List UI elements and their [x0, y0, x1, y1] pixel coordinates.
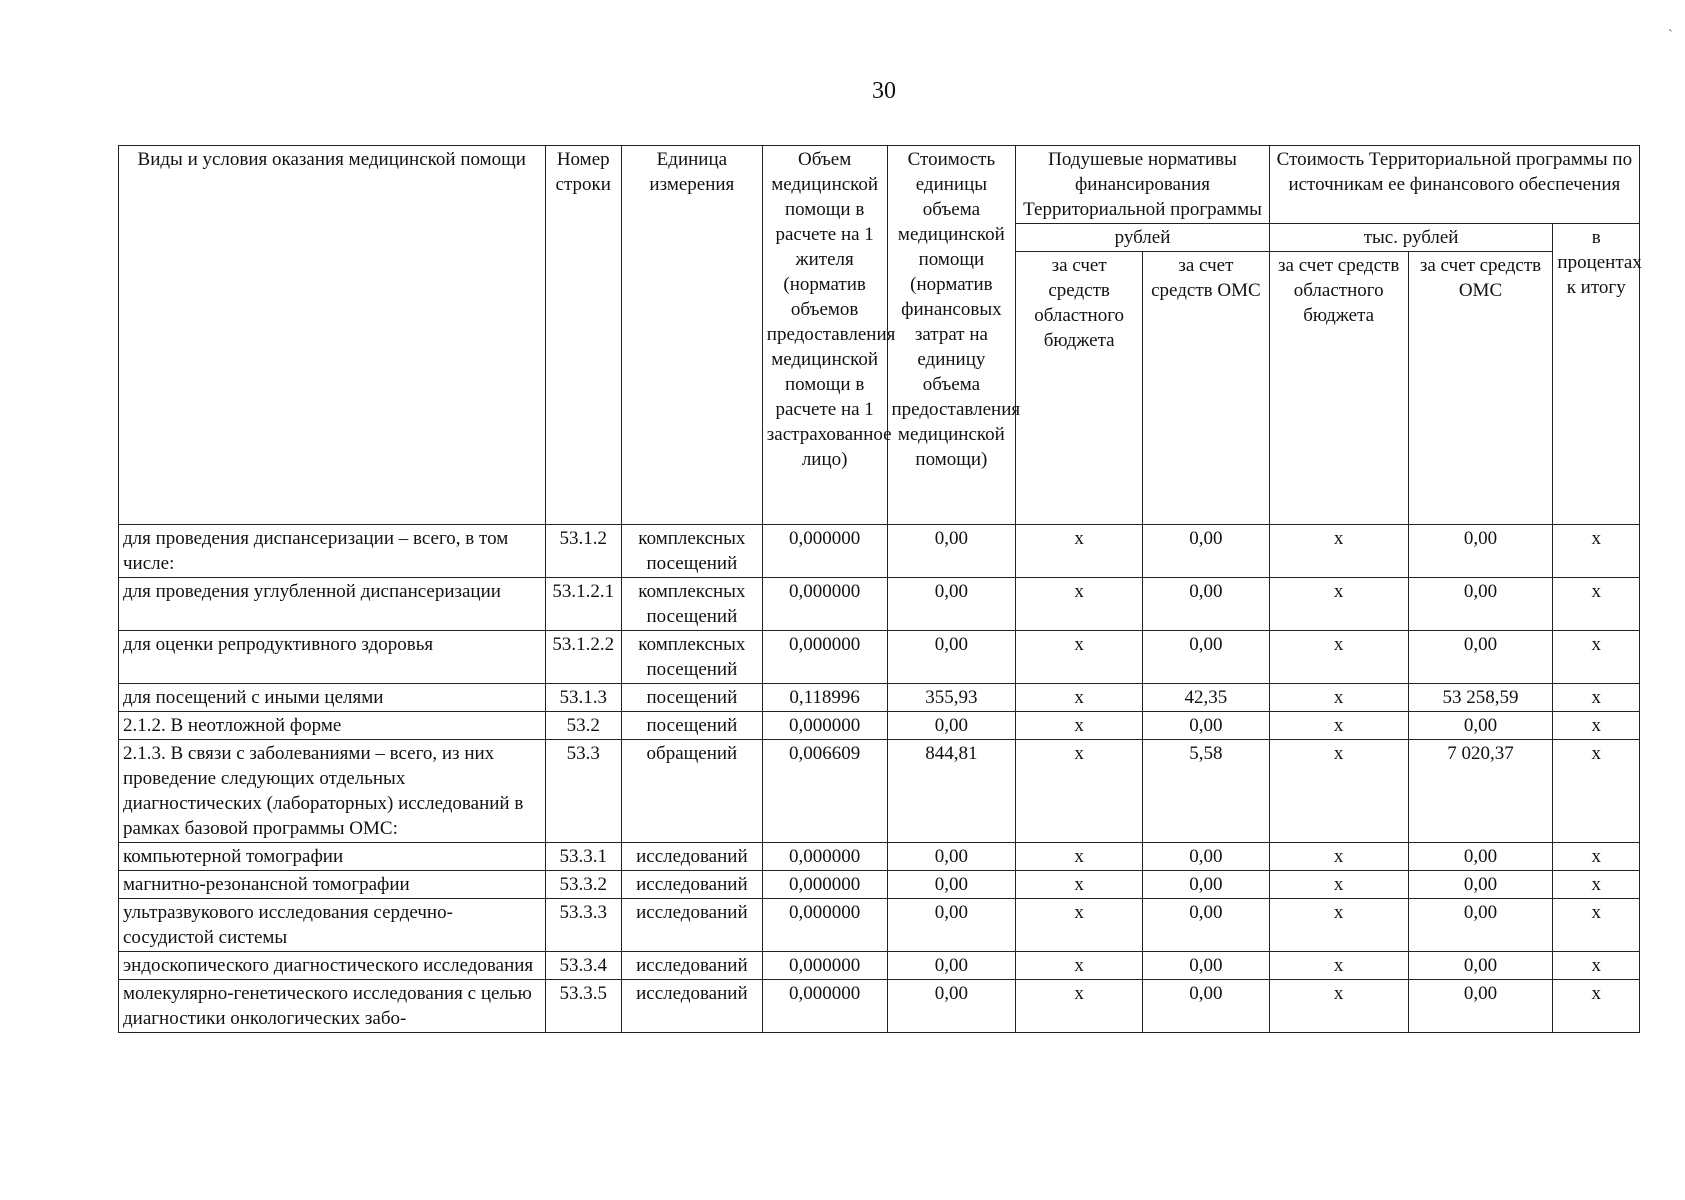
row-pc-budget: х — [1016, 740, 1143, 843]
table-row — [119, 740, 1640, 843]
row-pc-oms: 0,00 — [1143, 525, 1270, 578]
row-cost: 0,00 — [887, 631, 1016, 684]
row-cost-budget: х — [1269, 980, 1408, 1033]
row-percent: х — [1553, 684, 1640, 712]
row-percent: х — [1553, 843, 1640, 871]
corner-mark: ` — [1668, 28, 1673, 43]
table-row — [119, 980, 1640, 1033]
row-cost: 0,00 — [887, 712, 1016, 740]
row-percent: х — [1553, 712, 1640, 740]
row-number: 53.1.3 — [545, 684, 621, 712]
row-cost-oms: 0,00 — [1408, 631, 1553, 684]
row-unit: исследований — [621, 952, 762, 980]
row-unit: исследований — [621, 980, 762, 1033]
header-volume: Объем медицинской помощи в расчете на 1 жителя (норматив объемов предоставления медицинской помощи в расчете на 1 застрахованное лицо) — [762, 146, 887, 525]
row-volume: 0,006609 — [762, 740, 887, 843]
row-cost-oms: 53 258,59 — [1408, 684, 1553, 712]
row-pc-oms: 0,00 — [1143, 952, 1270, 980]
row-cost-oms: 7 020,37 — [1408, 740, 1553, 843]
header-row-1 — [119, 146, 1640, 224]
row-cost-oms: 0,00 — [1408, 712, 1553, 740]
row-pc-budget: х — [1016, 871, 1143, 899]
row-pc-oms: 0,00 — [1143, 578, 1270, 631]
header-rubles: рублей — [1016, 224, 1269, 252]
header-unit: Единица измерения — [621, 146, 762, 525]
financing-table — [118, 145, 1640, 1033]
row-cost: 355,93 — [887, 684, 1016, 712]
row-unit: комплексных посещений — [621, 578, 762, 631]
row-cost-oms: 0,00 — [1408, 952, 1553, 980]
row-pc-oms: 0,00 — [1143, 899, 1270, 952]
row-percent: х — [1553, 899, 1640, 952]
row-number: 53.1.2 — [545, 525, 621, 578]
row-percent: х — [1553, 871, 1640, 899]
row-name: для посещений с иными целями — [119, 684, 546, 712]
row-number: 53.1.2.2 — [545, 631, 621, 684]
row-name: для проведения углубленной диспансеризации — [119, 578, 546, 631]
row-cost-oms: 0,00 — [1408, 843, 1553, 871]
row-number: 53.3.3 — [545, 899, 621, 952]
header-thousand-rubles: тыс. рублей — [1269, 224, 1553, 252]
row-volume: 0,000000 — [762, 525, 887, 578]
row-cost: 0,00 — [887, 578, 1016, 631]
row-percent: х — [1553, 578, 1640, 631]
header-per-capita-group: Подушевые нормативы финансирования Территориальной программы — [1016, 146, 1269, 224]
row-cost-budget: х — [1269, 740, 1408, 843]
table-row — [119, 871, 1640, 899]
row-pc-oms: 0,00 — [1143, 843, 1270, 871]
row-cost-budget: х — [1269, 871, 1408, 899]
row-percent: х — [1553, 740, 1640, 843]
row-cost-budget: х — [1269, 843, 1408, 871]
row-cost-budget: х — [1269, 578, 1408, 631]
row-pc-budget: х — [1016, 631, 1143, 684]
row-cost: 0,00 — [887, 525, 1016, 578]
row-cost-oms: 0,00 — [1408, 980, 1553, 1033]
header-cost-budget: за счет средств областного бюджета — [1269, 252, 1408, 525]
row-volume: 0,000000 — [762, 578, 887, 631]
header-pc-budget: за счет средств областного бюджета — [1016, 252, 1143, 525]
table-row — [119, 952, 1640, 980]
row-cost-budget: х — [1269, 631, 1408, 684]
header-type: Виды и условия оказания медицинской помощи — [119, 146, 546, 525]
table-row — [119, 631, 1640, 684]
header-program-cost-group: Стоимость Территориальной программы по источникам ее финансового обеспечения — [1269, 146, 1639, 224]
row-pc-oms: 0,00 — [1143, 980, 1270, 1033]
row-unit: комплексных посещений — [621, 525, 762, 578]
row-pc-oms: 0,00 — [1143, 631, 1270, 684]
row-name: компьютерной томографии — [119, 843, 546, 871]
row-number: 53.1.2.1 — [545, 578, 621, 631]
row-pc-budget: х — [1016, 525, 1143, 578]
row-percent: х — [1553, 952, 1640, 980]
row-cost-budget: х — [1269, 899, 1408, 952]
header-pc-oms: за счет средств ОМС — [1143, 252, 1270, 525]
row-cost: 0,00 — [887, 980, 1016, 1033]
row-volume: 0,000000 — [762, 980, 887, 1033]
row-volume: 0,000000 — [762, 952, 887, 980]
row-name: магнитно-резонансной томографии — [119, 871, 546, 899]
row-percent: х — [1553, 525, 1640, 578]
row-number: 53.3.5 — [545, 980, 621, 1033]
row-volume: 0,000000 — [762, 871, 887, 899]
row-name: для оценки репродуктивного здоровья — [119, 631, 546, 684]
row-cost-budget: х — [1269, 525, 1408, 578]
row-percent: х — [1553, 980, 1640, 1033]
row-name: 2.1.3. В связи с заболеваниями – всего, из них проведение следующих отдельных диагностических (лабораторных) исследований в рамках базовой программы ОМС: — [119, 740, 546, 843]
row-unit: посещений — [621, 712, 762, 740]
row-pc-oms: 0,00 — [1143, 871, 1270, 899]
table-row — [119, 525, 1640, 578]
row-volume: 0,000000 — [762, 712, 887, 740]
row-cost: 0,00 — [887, 952, 1016, 980]
row-unit: посещений — [621, 684, 762, 712]
row-pc-budget: х — [1016, 578, 1143, 631]
row-volume: 0,118996 — [762, 684, 887, 712]
row-cost: 844,81 — [887, 740, 1016, 843]
table-row — [119, 578, 1640, 631]
row-pc-budget: х — [1016, 899, 1143, 952]
row-unit: исследований — [621, 899, 762, 952]
row-pc-oms: 5,58 — [1143, 740, 1270, 843]
row-number: 53.3.2 — [545, 871, 621, 899]
row-cost-oms: 0,00 — [1408, 899, 1553, 952]
table-row — [119, 843, 1640, 871]
row-name: для проведения диспансеризации – всего, в том числе: — [119, 525, 546, 578]
row-volume: 0,000000 — [762, 843, 887, 871]
header-cost: Стоимость единицы объема медицинской помощи (норматив финансовых затрат на единицу объема предоставления медицинской помощи) — [887, 146, 1016, 525]
row-cost-oms: 0,00 — [1408, 525, 1553, 578]
row-pc-oms: 42,35 — [1143, 684, 1270, 712]
header-cost-oms: за счет средств ОМС — [1408, 252, 1553, 525]
row-cost-budget: х — [1269, 712, 1408, 740]
row-unit: комплексных посещений — [621, 631, 762, 684]
row-pc-budget: х — [1016, 712, 1143, 740]
row-cost-oms: 0,00 — [1408, 871, 1553, 899]
row-number: 53.3.1 — [545, 843, 621, 871]
row-cost-budget: х — [1269, 684, 1408, 712]
row-volume: 0,000000 — [762, 631, 887, 684]
row-name: эндоскопического диагностического исследования — [119, 952, 546, 980]
table-row — [119, 899, 1640, 952]
header-percent: в процентах к итогу — [1553, 224, 1640, 525]
row-pc-budget: х — [1016, 952, 1143, 980]
row-number: 53.3 — [545, 740, 621, 843]
row-unit: обращений — [621, 740, 762, 843]
row-cost-budget: х — [1269, 952, 1408, 980]
row-cost: 0,00 — [887, 871, 1016, 899]
row-pc-budget: х — [1016, 843, 1143, 871]
table-row — [119, 712, 1640, 740]
row-unit: исследований — [621, 843, 762, 871]
row-name: ультразвукового исследования сердечно-сосудистой системы — [119, 899, 546, 952]
row-percent: х — [1553, 631, 1640, 684]
row-number: 53.3.4 — [545, 952, 621, 980]
row-name: молекулярно-генетического исследования с целью диагностики онкологических забо- — [119, 980, 546, 1033]
row-cost: 0,00 — [887, 899, 1016, 952]
header-row-number: Номер строки — [545, 146, 621, 525]
table-row — [119, 684, 1640, 712]
row-cost: 0,00 — [887, 843, 1016, 871]
row-cost-oms: 0,00 — [1408, 578, 1553, 631]
row-unit: исследований — [621, 871, 762, 899]
row-pc-budget: х — [1016, 980, 1143, 1033]
page-number: 30 — [872, 78, 896, 104]
row-pc-oms: 0,00 — [1143, 712, 1270, 740]
row-name: 2.1.2. В неотложной форме — [119, 712, 546, 740]
row-volume: 0,000000 — [762, 899, 887, 952]
row-pc-budget: х — [1016, 684, 1143, 712]
row-number: 53.2 — [545, 712, 621, 740]
